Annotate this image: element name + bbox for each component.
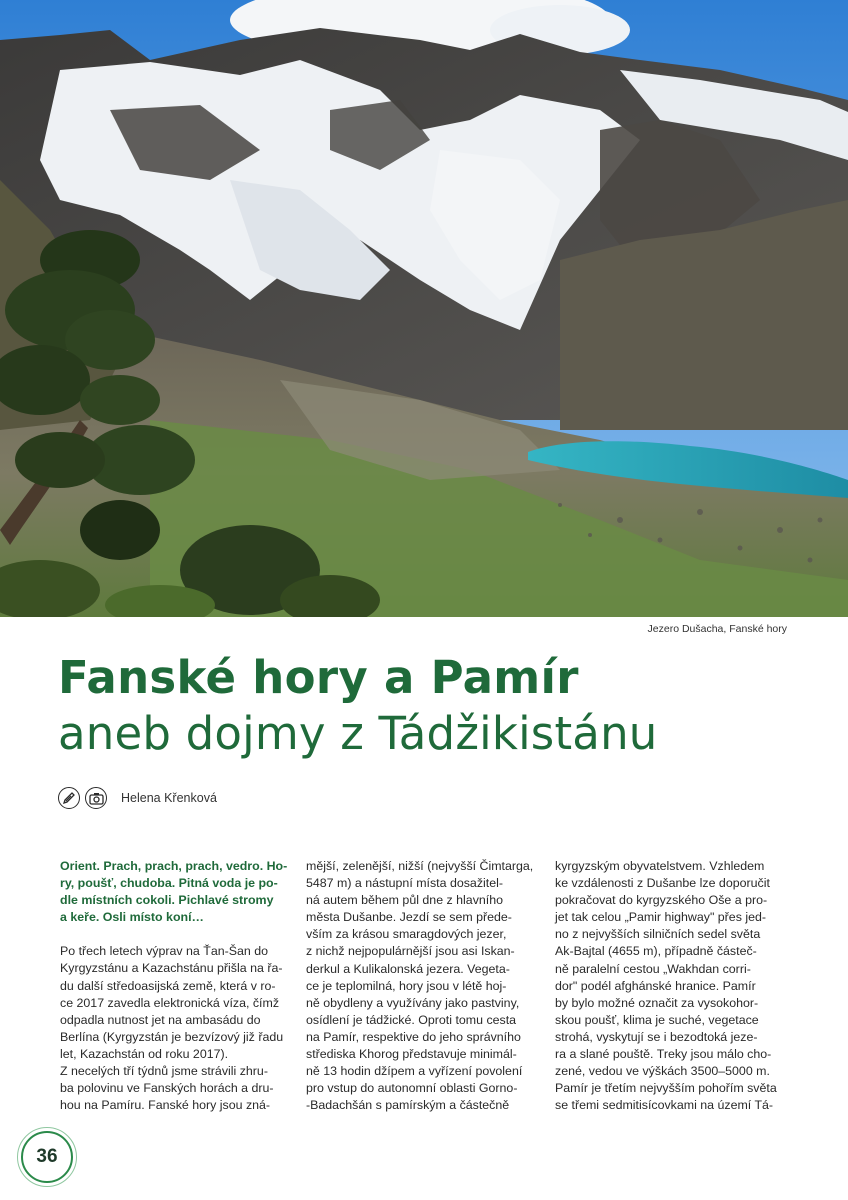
text-line: no z nejvyšších silničních sedel světa: [555, 927, 761, 942]
text-line: Ak-Bajtal (4655 m), případně částeč-: [555, 944, 757, 959]
page-number: 36: [21, 1131, 73, 1183]
article-title: [58, 650, 658, 762]
text-line: zené, vedou ve výškách 3500–5000 m.: [555, 1064, 770, 1079]
author-name: Helena Křenková: [121, 791, 217, 805]
text-line: ce je teplomilná, hory jsou v létě hoj-: [306, 978, 507, 993]
text-line: Berlína (Kyrgyzstán je bezvízový již řadu: [60, 1029, 284, 1044]
article-column-2: [306, 858, 539, 1114]
text-line: vším za krásou smaragdových jezer,: [306, 927, 507, 942]
body-paragraph: [555, 858, 787, 1114]
title-main: Fanské hory a Pamír: [58, 651, 579, 704]
text-line: střediska Khorog představuje minimál-: [306, 1047, 517, 1062]
text-line: dle místních cokoli. Pichlavé stromy: [60, 893, 274, 908]
text-line: ce 2017 zavedla elektronická víza, čímž: [60, 995, 280, 1010]
text-line: du další středoasijská země, která v ro-: [60, 978, 276, 993]
text-line: ná autem během půl dne z hlavního: [306, 893, 504, 908]
text-line: mější, zelenější, nižší (nejvyšší Čimtarga,: [306, 859, 534, 873]
lead-paragraph: [60, 858, 292, 926]
text-line: 5487 m) a nástupní místa dosažitel-: [306, 876, 503, 891]
text-line: na Pamír, respektive do jeho správního: [306, 1029, 521, 1044]
body-paragraph: [306, 858, 539, 1114]
text-line: hou na Pamíru. Fanské hory jsou zná-: [60, 1098, 271, 1113]
byline: [58, 787, 217, 809]
text-line: skou poušť, klima je suché, vegetace: [555, 1012, 759, 1027]
text-line: Po třech letech výprav na Ťan-Šan do: [60, 944, 269, 959]
camera-icon: [85, 787, 107, 809]
text-line: ra a slané pouště. Treky jsou málo cho-: [555, 1047, 772, 1062]
text-line: by bylo možné označit za vysokohor-: [555, 995, 759, 1010]
text-line: ke vzdálenosti z Dušanbe lze doporučit: [555, 876, 770, 891]
text-line: Kyrgyzstánu a Kazachstánu přišla na řa-: [60, 961, 283, 976]
text-line: pro vstup do autonomní oblasti Gorno-: [306, 1081, 518, 1096]
text-line: odpadla nutnost jet na ambasádu do: [60, 1012, 261, 1027]
text-line: ry, poušť, chudoba. Pitná voda je po-: [60, 876, 278, 891]
text-line: pokračovat do kyrgyzského Oše a pro-: [555, 893, 768, 908]
text-line: se třemi sedmitisícovkami na území Tá-: [555, 1098, 774, 1113]
title-subtitle: aneb dojmy z Tádžikistánu: [58, 707, 658, 760]
text-line: dor" podél afghánské hranice. Pamír: [555, 978, 756, 993]
text-line: města Dušanbe. Jezdí se sem přede-: [306, 910, 512, 925]
text-line: kyrgyzským obyvatelstvem. Vzhledem: [555, 859, 765, 873]
text-line: osídlení je tádžické. Oproti tomu cesta: [306, 1012, 517, 1027]
text-line: Orient. Prach, prach, prach, vedro. Ho-: [60, 859, 288, 873]
text-line: strohá, vyskytují se i bezodtoká jeze-: [555, 1029, 758, 1044]
text-line: a keře. Osli místo koní…: [60, 910, 204, 925]
text-line: Pamír je třetím nejvyšším pohořím světa: [555, 1081, 777, 1096]
article-column-3: [555, 858, 787, 1114]
text-line: jet tak celou „Pamir highway" přes jed-: [555, 910, 766, 925]
text-line: ně 13 hodin džípem a vyřízení povolení: [306, 1064, 523, 1079]
text-line: derkul a Kulikalonská jezera. Vegeta-: [306, 961, 510, 976]
photo-caption: Jezero Dušacha, Fanské hory: [647, 623, 787, 635]
pencil-icon: [58, 787, 80, 809]
text-line: z nichž nejpopulárnější jsou asi Iskan-: [306, 944, 515, 959]
text-line: ně paralelní cestou „Wakhdan corri-: [555, 961, 751, 976]
text-line: ně obydleny a využívány jako pastviny,: [306, 995, 520, 1010]
body-paragraph: [60, 943, 292, 1114]
text-line: Z necelých tří týdnů jsme strávili zhru-: [60, 1064, 268, 1079]
text-line: let, Kazachstán od roku 2017).: [60, 1046, 229, 1061]
text-line: ba polovinu ve Fanských horách a dru-: [60, 1081, 274, 1096]
text-line: -Badachšán s pamírským a částečně: [306, 1098, 510, 1113]
article-column-1: [60, 858, 292, 1114]
